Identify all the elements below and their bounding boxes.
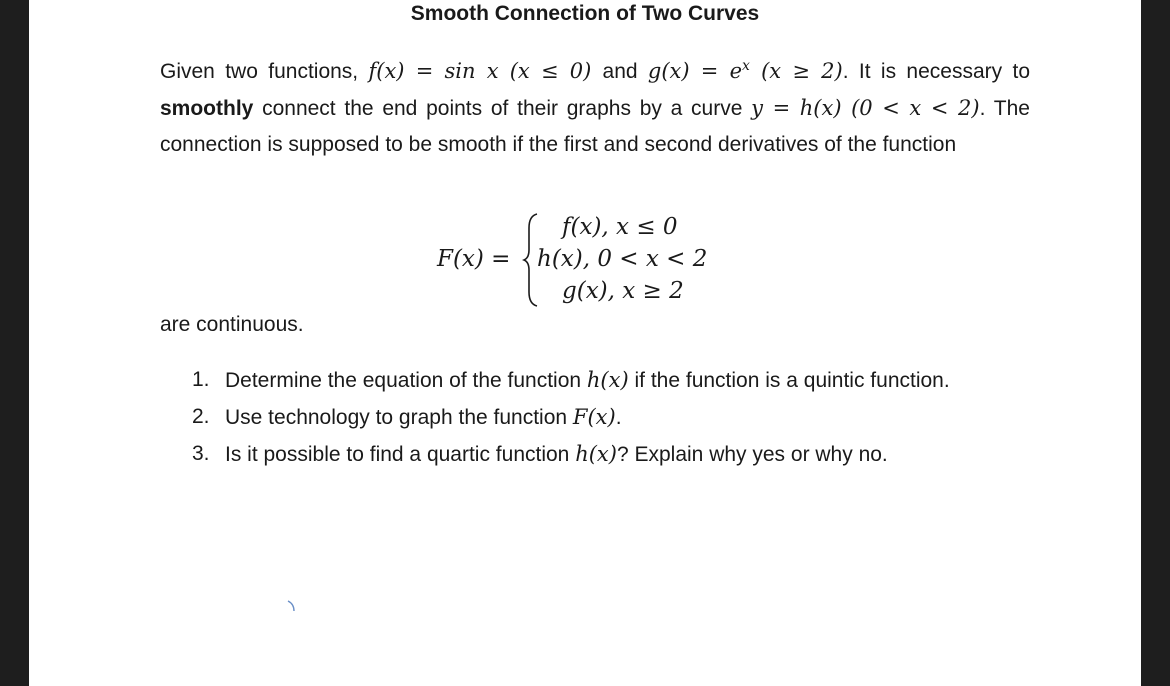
document-page xyxy=(29,0,1141,686)
piecewise-row-f: f(x), x ≤ 0 xyxy=(562,214,678,240)
piecewise-row-h: h(x), 0 < x < 2 xyxy=(537,246,708,272)
smoothly-bold: smoothly xyxy=(160,97,254,120)
piecewise-lhs: F(x) = xyxy=(437,246,511,272)
question-list xyxy=(192,362,1012,473)
intro-text-2: and xyxy=(602,60,648,83)
intro-paragraph xyxy=(160,48,1030,163)
continuity-statement: are continuous. xyxy=(160,313,304,336)
g-definition: g(x) = e xyxy=(647,59,743,83)
question-text: Determine the equation of the function xyxy=(225,369,587,392)
piecewise-function xyxy=(437,210,737,310)
question-number: 3. xyxy=(192,442,210,465)
question-text: Is it possible to find a quartic function xyxy=(225,443,576,466)
question-text: ? Explain why yes or why no. xyxy=(616,443,888,466)
intro-text-3: . It is necessary to xyxy=(842,60,1031,83)
question-text: Use technology to graph the function xyxy=(225,406,573,429)
question-item xyxy=(192,436,1012,473)
question-text: . xyxy=(615,406,622,429)
piecewise-row-g: g(x), x ≥ 2 xyxy=(562,278,684,304)
f-domain: (x ≤ 0) xyxy=(498,59,603,83)
intro-text-5: . The connection is supposed to be smooth if the first and second derivatives of the function xyxy=(160,97,1030,156)
h-definition: y = h(x) (0 < x < 2) xyxy=(751,96,980,120)
question-math: F(x) xyxy=(572,405,616,429)
question-item xyxy=(192,362,1012,399)
question-text: if the function is a quintic function. xyxy=(628,369,950,392)
question-number: 2. xyxy=(192,405,210,428)
document-title: Smooth Connection of Two Curves xyxy=(410,2,760,25)
intro-text-4: connect the end points of their graphs by a curve xyxy=(253,97,752,120)
g-domain: (x ≥ 2) xyxy=(749,59,843,83)
f-definition: f(x) = sin x xyxy=(368,59,499,83)
question-math: h(x) xyxy=(586,368,629,392)
question-item xyxy=(192,399,1012,436)
intro-text-1: Given two functions, xyxy=(160,60,369,83)
cursor-mark-icon xyxy=(286,599,296,613)
g-exponent: x xyxy=(742,58,750,74)
question-math: h(x) xyxy=(575,442,617,466)
question-number: 1. xyxy=(192,368,210,391)
